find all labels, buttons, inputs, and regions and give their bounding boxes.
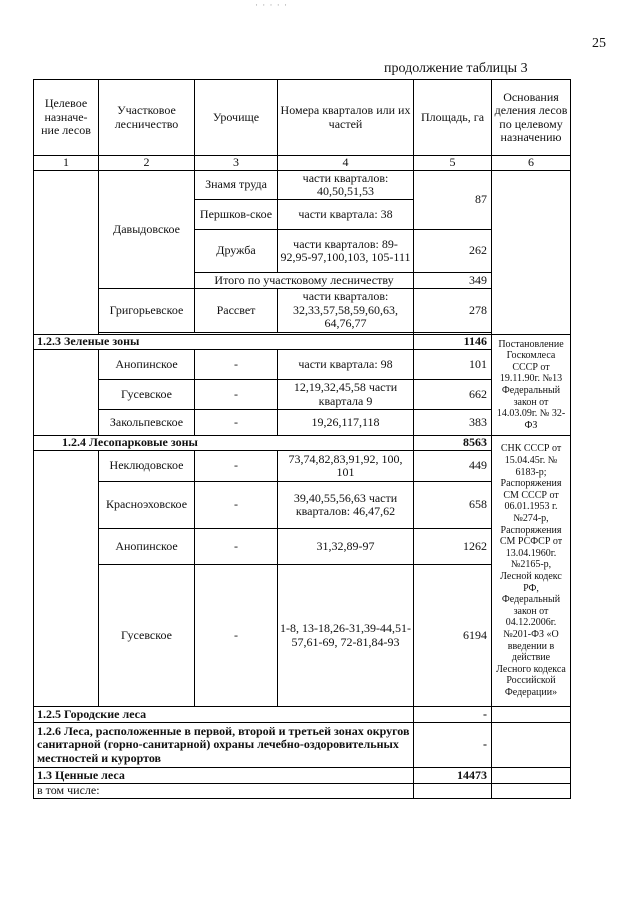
section-title: 1.2.4 Лесопарковые зоны	[34, 436, 414, 451]
forestry-name: Закольпевское	[99, 410, 195, 436]
table-row	[34, 565, 571, 707]
column-header-forestry: Участковое лесничество	[99, 80, 195, 156]
section-area: 14473	[414, 768, 492, 784]
column-header-purpose: Целевое назначе-ние лесов	[34, 80, 99, 156]
quarters-cell: части кварталов: 40,50,51,53	[278, 171, 414, 200]
area-cell: 101	[414, 350, 492, 380]
area-cell: 87	[414, 171, 492, 230]
forest-table	[33, 79, 571, 799]
section-title: 1.2.3 Зеленые зоны	[34, 335, 414, 350]
tract-name: Рассвет	[195, 289, 278, 333]
forestry-name: Анопинское	[99, 529, 195, 565]
quarters-cell: 73,74,82,83,91,92, 100, 101	[278, 451, 414, 482]
column-number: 5	[414, 156, 492, 171]
quarters-cell: части кварталов: 89-92,95-97,100,103, 105-111	[278, 230, 414, 273]
column-header-basis: Основания деления лесов по целевому назначению	[492, 80, 571, 156]
section-row	[34, 436, 571, 451]
subtotal-area: 349	[414, 273, 492, 289]
section-area: 1146	[414, 335, 492, 350]
table-row	[34, 784, 571, 799]
area-cell: 449	[414, 451, 492, 482]
quarters-cell: части квартала: 38	[278, 200, 414, 230]
purpose-cell-empty	[34, 171, 99, 335]
section-row	[34, 723, 571, 768]
quarters-cell: 12,19,32,45,58 части квартала 9	[278, 380, 414, 410]
quarters-cell: 31,32,89-97	[278, 529, 414, 565]
section-title: 1.2.6 Леса, расположенные в первой, второй и третьей зонах округов санитарной (горно-санитарной) охраны лечебно-оздоровительных местностей и курортов	[34, 723, 414, 768]
area-cell: 662	[414, 380, 492, 410]
basis-cell-empty	[492, 707, 571, 723]
basis-text: СНК СССР от 15.04.45г. № 6183-р; Распоряжения СМ СССР от 06.01.1953 г. №274-р, Распоряжения СМ РСФСР от 13.04.1960г. №2165-р, Лесной кодекс РФ, Федеральный закон от 04.12.2006г. №201-ФЗ «О введении в действие Лесного кодекса Российской Федерации»	[492, 436, 571, 707]
column-header-quarters: Номера кварталов или их частей	[278, 80, 414, 156]
tract-name: -	[195, 482, 278, 529]
tract-name: Знамя труда	[195, 171, 278, 200]
tract-name: Дружба	[195, 230, 278, 273]
area-cell: 383	[414, 410, 492, 436]
area-cell: 278	[414, 289, 492, 333]
section-row	[34, 335, 571, 350]
basis-cell-empty	[492, 723, 571, 768]
section-area: -	[414, 707, 492, 723]
area-cell: 1262	[414, 529, 492, 565]
section-title: 1.3 Ценные леса	[34, 768, 414, 784]
column-number: 2	[99, 156, 195, 171]
area-cell: 262	[414, 230, 492, 273]
forestry-name: Григорьевское	[99, 289, 195, 333]
quarters-cell: части кварталов: 32,33,57,58,59,60,63, 64,76,77	[278, 289, 414, 333]
forestry-name: Анопинское	[99, 350, 195, 380]
section-title: 1.2.5 Городские леса	[34, 707, 414, 723]
purpose-cell-empty	[34, 451, 99, 707]
forestry-name: Красноэховское	[99, 482, 195, 529]
tract-name: -	[195, 410, 278, 436]
quarters-cell: 39,40,55,56,63 части кварталов: 46,47,62	[278, 482, 414, 529]
column-header-area: Площадь, га	[414, 80, 492, 156]
section-area: 8563	[414, 436, 492, 451]
section-row	[34, 707, 571, 723]
column-header-tract: Урочище	[195, 80, 278, 156]
forestry-name: Гусевское	[99, 380, 195, 410]
forestry-name: Гусевское	[99, 565, 195, 707]
tract-name: Першков-ское	[195, 200, 278, 230]
page-number: 25	[592, 36, 606, 51]
quarters-cell: 1-8, 13-18,26-31,39-44,51-57,61-69, 72-81,84-93	[278, 565, 414, 707]
basis-text: Постановление Госкомлеса СССР от 19.11.90г. №13 Федеральный закон от 14.03.09г. № 32-ФЗ	[492, 335, 571, 436]
table-row	[34, 350, 571, 380]
tract-name: -	[195, 380, 278, 410]
area-cell: 6194	[414, 565, 492, 707]
basis-cell-empty	[492, 768, 571, 784]
column-number: 3	[195, 156, 278, 171]
basis-cell-empty	[492, 784, 571, 799]
table-row	[34, 410, 571, 436]
area-cell: 658	[414, 482, 492, 529]
table-row	[34, 529, 571, 565]
table-row	[34, 451, 571, 482]
section-area: -	[414, 723, 492, 768]
forestry-name: Давыдовское	[99, 171, 195, 289]
column-number-row	[34, 156, 571, 171]
tract-name: -	[195, 529, 278, 565]
subtotal-label: Итого по участковому лесничеству	[195, 273, 414, 289]
table-row	[34, 380, 571, 410]
column-number: 6	[492, 156, 571, 171]
including-label: в том числе:	[34, 784, 414, 799]
purpose-cell-empty	[34, 350, 99, 436]
column-number: 4	[278, 156, 414, 171]
scan-stamp: · · · · ·	[255, 0, 288, 10]
header-row	[34, 80, 571, 156]
tract-name: -	[195, 451, 278, 482]
table-row	[34, 171, 571, 200]
column-number: 1	[34, 156, 99, 171]
table-row	[34, 289, 571, 333]
table-caption: продолжение таблицы 3	[384, 61, 528, 76]
section-row	[34, 768, 571, 784]
tract-name: -	[195, 565, 278, 707]
basis-cell-empty	[492, 171, 571, 335]
tract-name: -	[195, 350, 278, 380]
quarters-cell: 19,26,117,118	[278, 410, 414, 436]
quarters-cell: части квартала: 98	[278, 350, 414, 380]
table-row	[34, 482, 571, 529]
forestry-name: Неклюдовское	[99, 451, 195, 482]
area-cell-empty	[414, 784, 492, 799]
